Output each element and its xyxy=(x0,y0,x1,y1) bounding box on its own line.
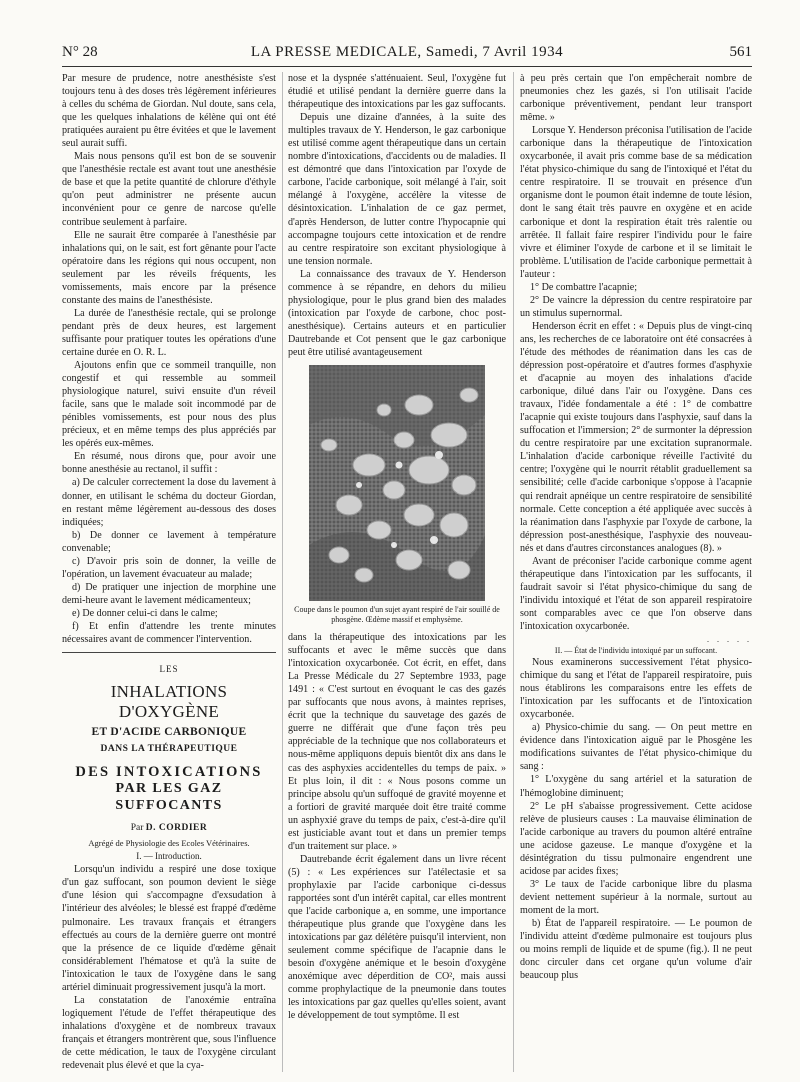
paragraph: Avant de préconiser l'acide carbonique comme agent thérapeutique dans l'intoxication par les suffocants, il faudrait savoir si l'état physico-chimique du sang de l'individu intoxiqué et l'état de son appareil respiratoire sont comparables avec ce que l'on observe dans l'intoxication oxycarbonée. xyxy=(520,555,752,632)
journal-title: LA PRESSE MEDICALE, Samedi, 7 Avril 1934 xyxy=(250,44,564,60)
separator-dots: . . . . . xyxy=(707,635,752,645)
paragraph: Elle ne saurait être comparée à l'anesthésie par inhalations qui, on le sait, est fort gênante pour l'acte opératoire dans les régions qui nous occupent, non seulement par les réveils fréquents, les vomissements, mais encore par la présence constante des mains de l'anesthésiste. xyxy=(62,229,276,306)
paragraph: La durée de l'anesthésie rectale, qui se prolonge pendant près de deux heures, est largement suffisante pour pratiquer toutes les opérations d'une certaine durée en O. R. L. xyxy=(62,307,276,358)
column-rule xyxy=(282,72,283,1072)
paragraph: Henderson écrit en effet : « Depuis plus de vingt-cinq ans, les recherches de ce laboratoire ont été consacrées à l'étude des méthodes de réanimation dans les cas de dépression post-opératoire et d'autres formes d'asphyxie et d'acapnie au moyen des inhalations d'acide carbonique, dilué dans l'air ou l'oxygène. Dans ces travaux, l'idée fondamentale a été : 1° de combattre l'acapnie qui existe toujours dans l'asphyxie, sauf dans la suffocation et l'immersion; 2° de surmonter la dépression du centre respiratoire par une excitation supranormale. L'inhalation d'acide carbonique réveille l'activité du centre; l'oxygène qui le nourrit rétablit graduellement sa sensibilité; celle d'acide carbonique s'oppose à l'acapnie qui rendrait apnéique un centre respiratoire de sensibilité normale. Cette conception a été appliquée avec succès à la réanimation dans l'asphyxie par l'oxyde de carbone, la dépression post-anesthésique, l'asphyxie des nouveau-nés et dans d'autres circonstances analogues (8). » xyxy=(520,320,752,554)
running-header xyxy=(62,44,752,67)
section-heading: II. — État de l'individu intoxiqué par un suffocant. xyxy=(554,646,718,656)
paragraph: Nous examinerons successivement l'état physico-chimique du sang et l'état de l'appareil respiratoire, puis nous établirons les comparaisons entre les effets de l'intoxication par les suffocants et de l'intoxication oxycarbonée. xyxy=(520,657,752,721)
list-item: b) De donner ce lavement à température convenable; xyxy=(62,529,276,554)
article-title-line-2: ET D'ACIDE CARBONIQUE xyxy=(91,726,247,739)
paragraph: La connaissance des travaux de Y. Henderson commence à se répandre, en dehors du milieu physiologique, pour le plus grand bien des malades (intoxication par l'oxyde de carbone, choc post-anesthésique). Certains auteurs et en particulier Dautrebande et Cot pensent que le gaz carbonique peut être utilisé avantageusement xyxy=(288,268,506,358)
column-middle xyxy=(288,72,506,1072)
paragraph: b) État de l'appareil respiratoire. — Le poumon de l'individu atteint d'œdème pulmonaire est toujours plus ou moins rempli de liquide et de spume (fig.). Il ne peut donc circuler dans cet organe qu'un volume d'air beaucoup plus xyxy=(520,918,752,982)
author-affiliation: Agrégé de Physiologie des Ecoles Vétérinaires. xyxy=(88,838,250,849)
byline xyxy=(62,822,276,835)
list-item: 1° L'oxygène du sang artériel et la saturation de l'hémoglobine diminuent; xyxy=(520,774,752,799)
paragraph: Lorsque Y. Henderson préconisa l'utilisation de l'acide carbonique dans la thérapeutique de l'intoxication oxycarbonée, il avait pris comme base de sa médication l'état physico-chimique du sang de l'intoxiqué et l'état du centre respiratoire. Il se trouvait en présence d'un organisme dont le poumon était indemne de toute lésion, dont le sang était très pauvre en oxygène et en acide carbonique et dont la respiration était très ralentie ou arrêtée. Il fallait faire respirer l'individu pour le faire vivre et éliminer l'oxyde de carbone et il se limitait le problème. L'utilisation de l'acide carbonique permettait à l'auteur : xyxy=(520,125,752,280)
lung-section-figure xyxy=(288,365,506,625)
paragraph: En résumé, nous dirons que, pour avoir une bonne anesthésie au rectanol, il suffit : xyxy=(62,451,276,476)
column-left xyxy=(62,72,276,1072)
paragraph: dans la thérapeutique des intoxications par les suffocants et avec le même succès que dans l'intoxication oxycarbonée. Cot écrit, en effet, dans La Presse Médicale du 27 Septembre 1933, page 1491 : « C'est surtout en évoquant le cas des gazés par suffocants que nous avons, à maintes reprises, écrit que la technique du sauvetage des gazés de guerre ne différait que d'une façon très peu appréciable de la technique que nos collaborateurs et nous-même appliquons depuis bientôt dix ans dans le cas des asphyxies accidentelles du temps de paix. » Et plus loin, il dit : « Nous posons comme un principe absolu qu'un suffoqué de gravité moyenne et a fortiori de gravité marquée doit être traité comme un asphyxié grave du temps de paix, c'est-à-dire qu'il est justiciable avant tout et dans un premier temps d'un traitement sur place. » xyxy=(288,632,506,852)
paragraph: Lorsqu'un individu a respiré une dose toxique d'un gaz suffocant, son poumon devient le siège d'une lésion qui s'accompagne d'exsudation à l'intérieur des alvéoles; le blessé est frappé d'œdème pulmonaire. Les travaux français et étrangers effectués au cours de la dernière guerre ont montré que la présence de ce liquide d'œdème gênait considérablement l'hématose et qu'à la suite de l'intoxication le taux de l'oxygène dans le sang artériel diminuait progressivement jusqu'à la mort. xyxy=(62,864,276,993)
paragraph: à peu près certain que l'on empêcherait nombre de pneumonies chez les gazés, si l'on utilisait l'acide carbonique préventivement, pendant leur transport même. » xyxy=(520,73,752,124)
paragraph: Mais nous pensons qu'il est bon de se souvenir que l'anesthésie rectale est avant tout une anesthésie de base et que la petite quantité de chlorure d'éthyle qu'on peut administrer ne présente aucun inconvénient pour ce genre de narcose qu'elle contribue seulement à parfaire. xyxy=(62,151,276,228)
list-item: 2° Le pH s'abaisse progressivement. Cette acidose relève de plusieurs causes : La mauvaise élimination de l'acide carbonique au travers du poumon altéré entraîne une acidose gazeuse. Le manque d'oxygène et la désintégration du tissu pulmonaire engendrent une acidose par acides fixes; xyxy=(520,800,752,877)
article-title-line-4: DES INTOXICATIONS xyxy=(75,764,263,781)
article-title-line-1: INHALATIONS D'OXYGÈNE xyxy=(110,682,228,722)
paragraph: La constatation de l'anoxémie entraîna logiquement l'étude de l'effet thérapeutique des inhalations d'oxygène et de nombreux travaux français et étrangers montrèrent que, sous l'influence de cette médication, le taux de l'oxygène circulant redevenait plus élevé et que la cya- xyxy=(62,994,276,1072)
article-title-line-5: PAR LES GAZ SUFFOCANTS xyxy=(115,781,223,814)
paragraph: a) Physico-chimie du sang. — On peut mettre en évidence dans l'intoxication aiguë par le Phosgène les modifications suivantes de l'état physico-chimique du sang : xyxy=(520,722,752,773)
list-item: f) Et enfin d'attendre les trente minutes nécessaires avant de commencer l'intervention. xyxy=(62,620,276,646)
issue-number: N° 28 xyxy=(62,44,98,60)
list-item: e) De donner celui-ci dans le calme; xyxy=(72,607,218,619)
column-rule xyxy=(513,72,514,1072)
list-item: c) D'avoir pris soin de donner, la veille de l'opération, un lavement évacuateur au malade; xyxy=(62,555,276,580)
list-item: 2° De vaincre la dépression du centre respiratoire par un stimulus supernormal. xyxy=(520,294,752,319)
paragraph: Par mesure de prudence, notre anesthésiste s'est toujours tenu à des doses très légèrement inférieures à celles du schéma de Giordan. Nul doute, sans cela, que les quelques inhalations de kélène qui ont été pratiquées auraient pu être évitées et que le lavement seul aurait suffi. xyxy=(62,73,276,150)
list-item: d) De pratiquer une injection de morphine une demi-heure avant le lavement médicamenteux; xyxy=(62,581,276,606)
section-heading: I. — Introduction. xyxy=(136,851,202,862)
author-name: D. CORDIER xyxy=(145,823,208,834)
article-kicker: LES xyxy=(159,664,179,675)
paragraph: Depuis une dizaine d'années, à la suite des multiples travaux de Y. Henderson, le gaz carbonique est utilisé comme agent thérapeutique dans un certain nombre d'intoxications, d'accidents ou de maladies. Il est démontré que dans l'intoxication par l'oxyde de carbone, l'acide carbonique, soit mélangé à l'air, soit mélangé à l'oxygène, accélère la vitesse de désintoxication. L'inhalation de ce gaz permet, d'après Henderson, de lutter contre l'hypocapnie qui accompagne toujours cette intoxication et de rendre au centre respiratoire son excitant physiologique à une tension normale. xyxy=(288,112,506,267)
byline-prefix: Par xyxy=(130,823,144,834)
column-right xyxy=(520,72,752,1072)
list-item: 3° Le taux de l'acide carbonique libre du plasma devient nettement supérieur à la normale, surtout au moment de la mort. xyxy=(520,878,752,916)
article-title-line-3: DANS LA THÉRAPEUTIQUE xyxy=(100,744,238,755)
figure-caption: Coupe dans le poumon d'un sujet ayant respiré de l'air souillé de phosgène. Œdème massif et emphysème. xyxy=(294,605,500,625)
lung-micrograph-image xyxy=(309,365,485,601)
paragraph: nose et la dyspnée s'atténuaient. Seul, l'oxygène fut étudié et utilisé pendant la dernière guerre dans la thérapeutique des intoxications par les gaz suffocants. xyxy=(288,73,506,111)
paragraph: Ajoutons enfin que ce sommeil tranquille, non congestif et qui ressemble au sommeil physiologique naturel, suivi ensuite d'un réveil facile, sans que le malade soit incommodé par de pénibles vomissements, est pour nous des plus précieux, et en même temps des plus appréciés par les opérés eux-mêmes. xyxy=(62,360,276,450)
paragraph: Dautrebande écrit également dans un livre récent (5) : « Les expériences sur l'atélectasie et sa prophylaxie par l'acide carbonique ci-dessus rapportées sont d'un intérêt capital, car elles montrent que l'acide carbonique a, en somme, une importance thérapeutique plus grande que l'oxygène dans les intoxications par gaz délétère puisqu'il intervient, non seulement comme spécifique de l'acapnie dans le besoin d'oxygène anémique et le besoin d'oxygène anoxémique avec déperdition de CO², mais aussi comme prophylactique de la pneumonie dans toutes les intoxications par gaz quelles qu'elles soient, avant le développement de tout symptôme. Il est xyxy=(288,853,506,1022)
list-item: a) De calculer correctement la dose du lavement à donner, en utilisant le schéma du docteur Giordan, en restant même légèrement au-dessous des doses indiquées; xyxy=(62,477,276,528)
list-item: 1° De combattre l'acapnie; xyxy=(530,281,638,293)
page-number: 561 xyxy=(729,44,752,60)
article-separator xyxy=(62,652,276,653)
